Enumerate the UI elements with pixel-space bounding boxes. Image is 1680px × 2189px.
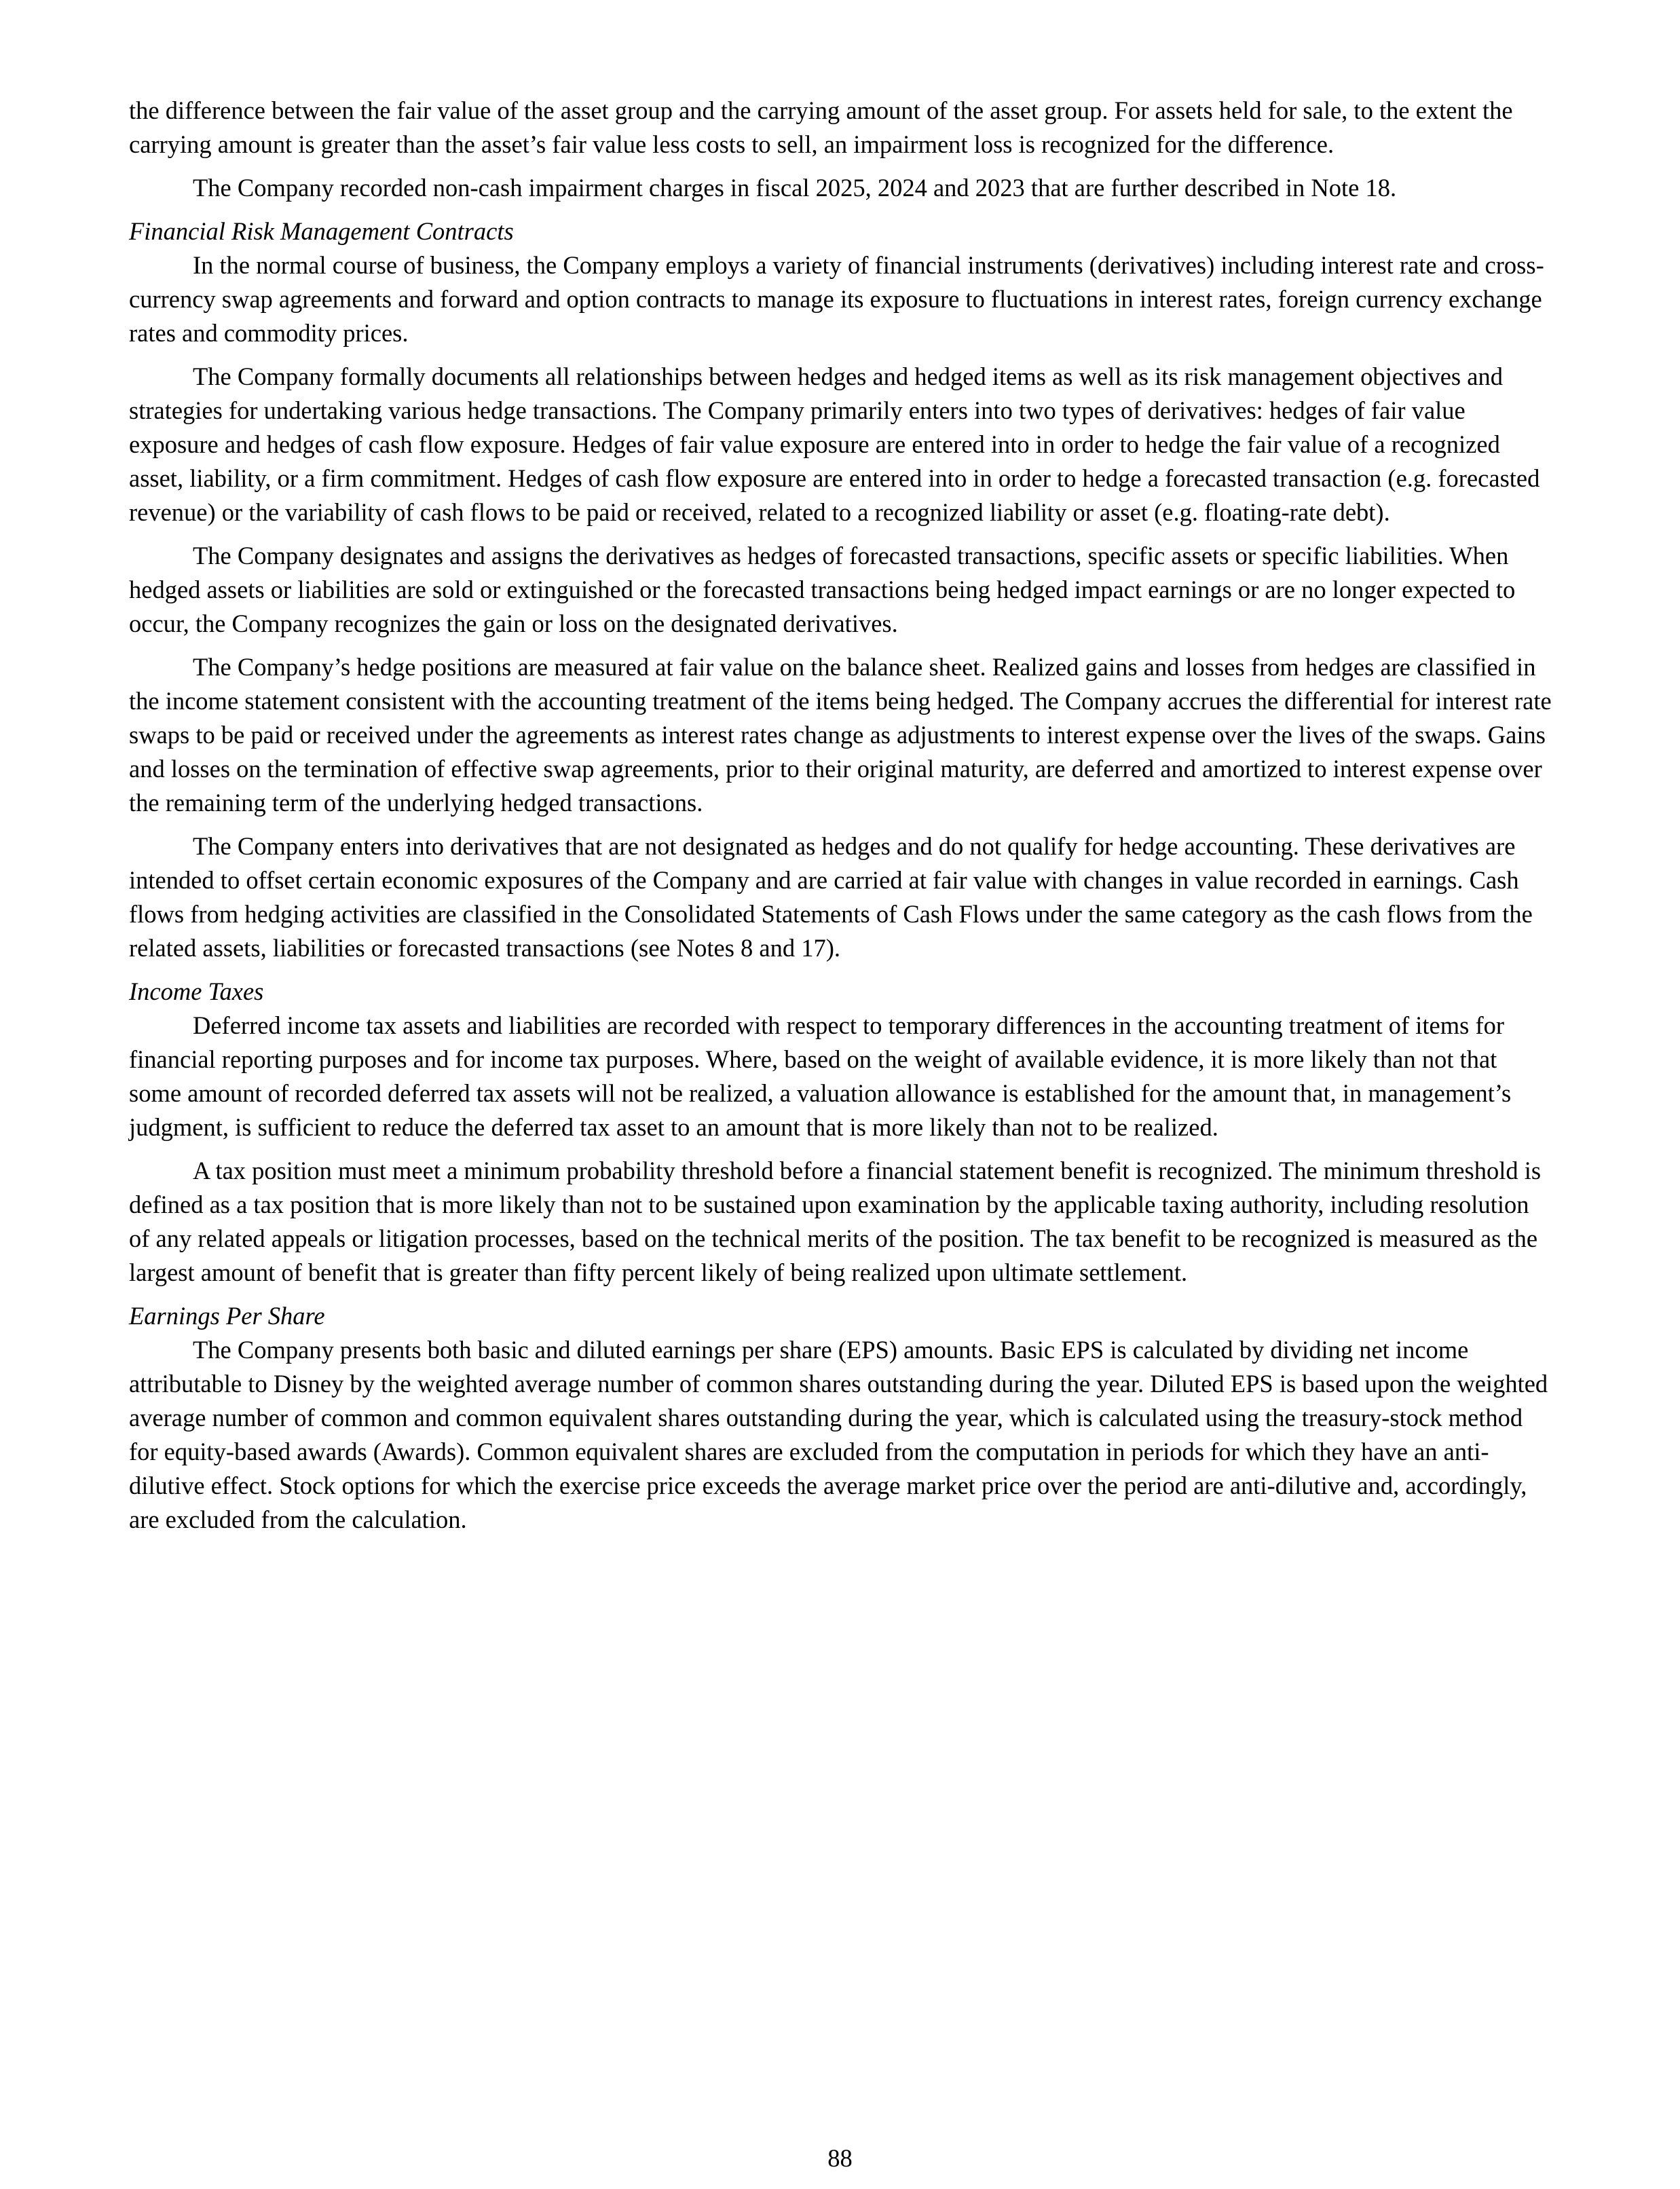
- paragraph-impairment-charges: The Company recorded non-cash impairment charges in fiscal 2025, 2024 and 2023 that are further described in Note 18.: [193, 174, 1397, 202]
- paragraph-impairment-continued: the difference between the fair value of the asset group and the carrying amount of the asset group. For assets held for sale, to the extent the carrying amount is greater than the asset’s fair value less costs to sell, an impairment loss is recognized for the difference.: [129, 96, 1513, 158]
- heading-income-taxes: Income Taxes: [129, 977, 264, 1005]
- paragraph-hedge-documentation: The Company formally documents all relationships between hedges and hedged items as well as its risk management objectives and strategies for undertaking various hedge transactions. The Company primarily enters into two types of derivatives: hedges of fair value exposure and hedges of cash flow exposure. Hedges of fair value exposure are entered into in order to hedge the fair value of a recognized asset, liability, or a firm commitment. Hedges of cash flow exposure are entered into in order to hedge a forecasted transaction (e.g. forecasted revenue) or the variability of cash flows to be paid or received, related to a recognized liability or asset (e.g. floating-rate debt).: [129, 362, 1540, 526]
- paragraph-deferred-taxes: Deferred income tax assets and liabilities are recorded with respect to temporary differences in the accounting treatment of items for financial reporting purposes and for income tax purposes. Where, based on the weight of available evidence, it is more likely than not that some amount of recorded deferred tax assets will not be realized, a valuation allowance is established for the amount that, in management’s judgment, is sufficient to reduce the deferred tax asset to an amount that is more likely than not to be realized.: [129, 1011, 1512, 1141]
- heading-earnings-per-share: Earnings Per Share: [129, 1302, 325, 1330]
- document-body: [129, 94, 1554, 1546]
- paragraph-derivatives-overview: In the normal course of business, the Company employs a variety of financial instruments (derivatives) including interest rate and cross-currency swap agreements and forward and option contracts to manage its exposure to fluctuations in interest rates, foreign currency exchange rates and commodity prices.: [129, 251, 1544, 347]
- heading-financial-risk: Financial Risk Management Contracts: [129, 217, 514, 245]
- paragraph-eps: The Company presents both basic and diluted earnings per share (EPS) amounts. Basic EPS is calculated by dividing net income attributable to Disney by the weighted average number of common shares outstanding during the year. Diluted EPS is based upon the weighted average number of common and common equivalent shares outstanding during the year, which is calculated using the treasury-stock method for equity-based awards (Awards). Common equivalent shares are excluded from the computation in periods for which they have an anti-dilutive effect. Stock options for which the exercise price exceeds the average market price over the period are anti-dilutive and, accordingly, are excluded from the calculation.: [129, 1336, 1548, 1533]
- page-number: 88: [827, 2144, 853, 2172]
- paragraph-hedge-positions: The Company’s hedge positions are measured at fair value on the balance sheet. Realized gains and losses from hedges are classified in the income statement consistent with the accounting treatment of the items being hedged. The Company accrues the differential for interest rate swaps to be paid or received under the agreements as interest rates change as adjustments to interest expense over the lives of the swaps. Gains and losses on the termination of effective swap agreements, prior to their original maturity, are deferred and amortized to interest expense over the remaining term of the underlying hedged transactions.: [129, 653, 1552, 817]
- paragraph-non-designated-derivatives: The Company enters into derivatives that are not designated as hedges and do not qualify for hedge accounting. These derivatives are intended to offset certain economic exposures of the Company and are carried at fair value with changes in value recorded in earnings. Cash flows from hedging activities are classified in the Consolidated Statements of Cash Flows under the same category as the cash flows from the related assets, liabilities or forecasted transactions (see Notes 8 and 17).: [129, 832, 1533, 962]
- paragraph-hedge-designation: The Company designates and assigns the derivatives as hedges of forecasted transactions, specific assets or specific liabilities. When hedged assets or liabilities are sold or extinguished or the forecasted transactions being hedged impact earnings or are no longer expected to occur, the Company recognizes the gain or loss on the designated derivatives.: [129, 542, 1516, 637]
- paragraph-tax-position: A tax position must meet a minimum probability threshold before a financial statement benefit is recognized. The minimum threshold is defined as a tax position that is more likely than not to be sustained upon examination by the applicable taxing authority, including resolution of any related appeals or litigation processes, based on the technical merits of the position. The tax benefit to be recognized is measured as the largest amount of benefit that is greater than fifty percent likely of being realized upon ultimate settlement.: [129, 1157, 1542, 1286]
